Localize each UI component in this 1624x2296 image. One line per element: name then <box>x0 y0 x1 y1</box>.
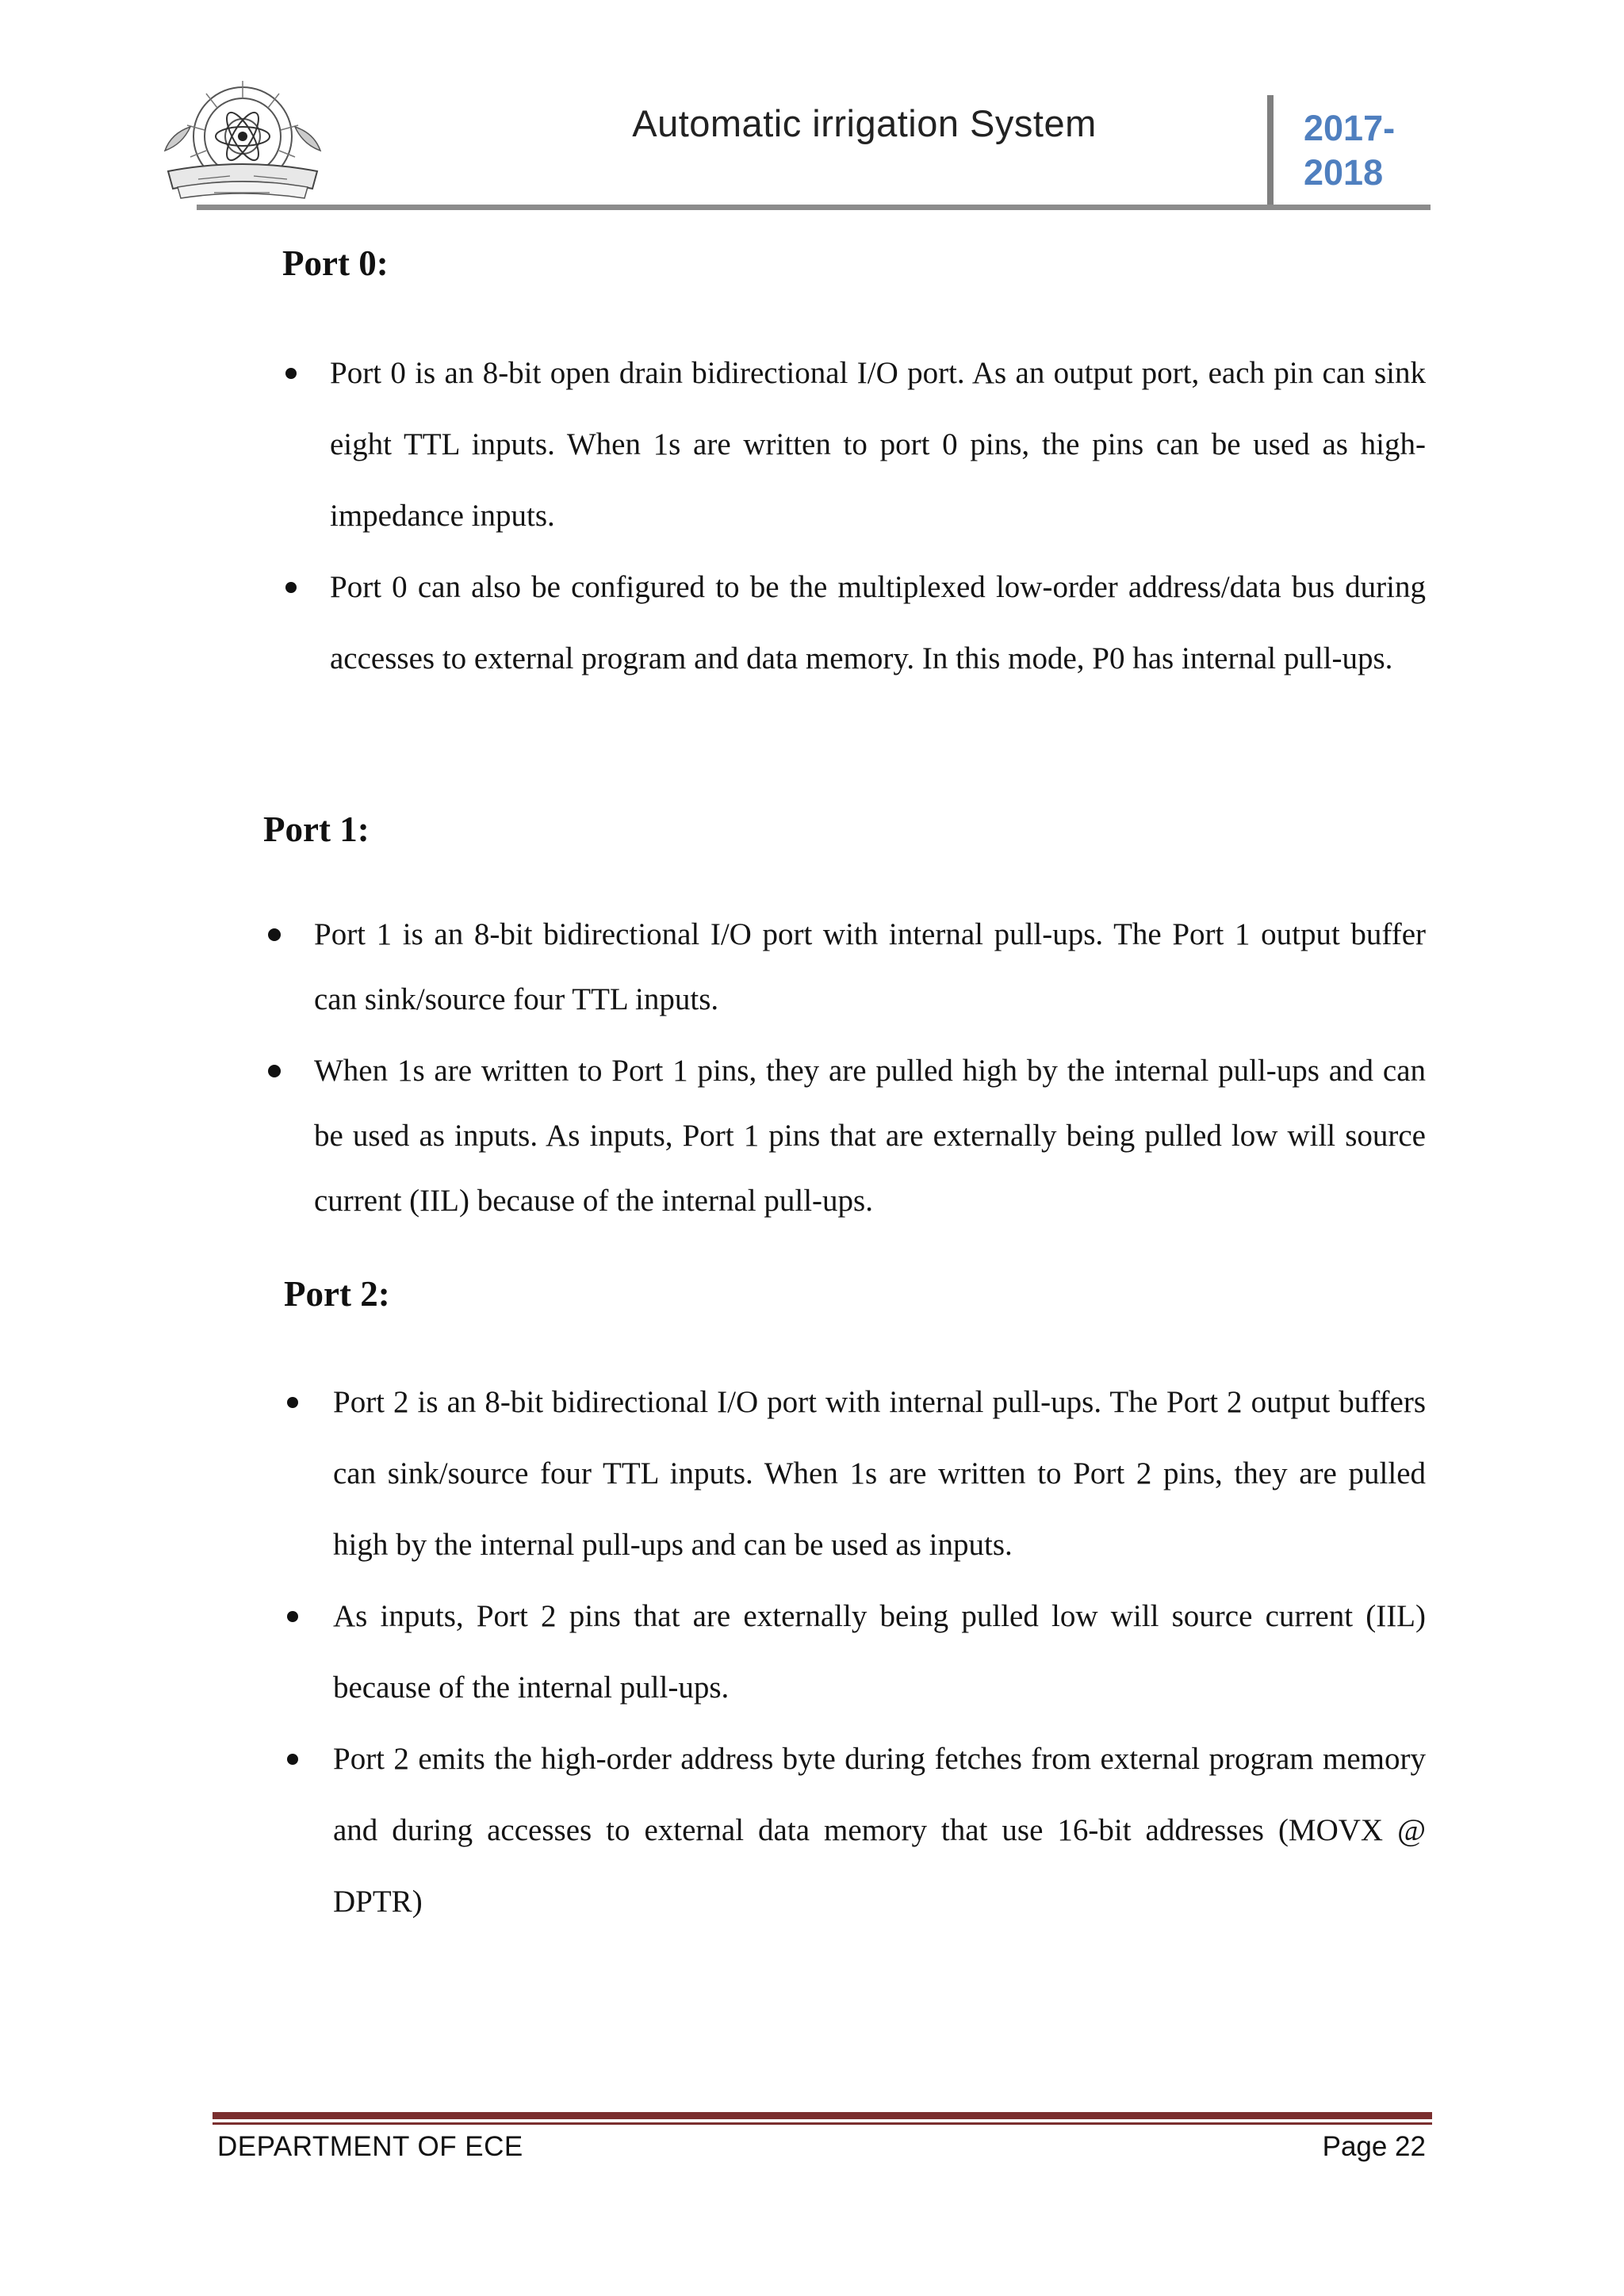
college-emblem-icon <box>159 78 327 208</box>
academic-year <box>1304 106 1446 195</box>
bullet-icon <box>287 1611 298 1622</box>
bullet-text: Port 0 can also be configured to be the multiplexed low-order address/data bus during accesses to external program and data memory. In this mode, P0 has internal pull-ups. <box>330 570 1426 675</box>
document-title: Automatic irrigation System <box>632 102 1097 144</box>
bullet-text: Port 1 is an 8-bit bidirectional I/O port with internal pull-ups. The Port 1 output buffer can sink/source four TTL inputs. <box>314 917 1426 1016</box>
bullet-icon <box>287 1754 298 1765</box>
section-heading-port-1: Port 1: <box>263 809 370 849</box>
academic-year-start: 2017- <box>1304 108 1396 148</box>
bullet-text: As inputs, Port 2 pins that are externally being pulled low will source current (IIL) because of the internal pull-ups. <box>333 1599 1426 1705</box>
footer-rule-thin <box>213 2122 1432 2125</box>
bullet-text: When 1s are written to Port 1 pins, they are pulled high by the internal pull-ups and can be used as inputs. As inputs, Port 1 pins that are externally being pulled low will source current (IIL) because of the internal pull-ups. <box>314 1054 1426 1218</box>
footer-department: DEPARTMENT OF ECE <box>217 2131 523 2162</box>
header-divider <box>1267 95 1274 206</box>
page-number: Page 22 <box>1322 2131 1426 2162</box>
bullet-text: Port 2 emits the high-order address byte during fetches from external program memory and during accesses to external data memory that use 16-bit addresses (MOVX @ DPTR) <box>333 1742 1426 1919</box>
bullet-icon <box>285 582 297 593</box>
bullet-icon <box>285 368 297 379</box>
section-heading-port-0: Port 0: <box>282 243 389 283</box>
bullet-text: Port 0 is an 8-bit open drain bidirectional I/O port. As an output port, each pin can sink eight TTL inputs. When 1s are written to port 0 pins, the pins can be used as high-impedance inputs. <box>330 356 1426 533</box>
academic-year-end: 2018 <box>1304 152 1384 193</box>
bullet-icon <box>268 928 281 941</box>
header-rule <box>197 205 1431 210</box>
footer-rule <box>213 2112 1432 2119</box>
bullet-icon <box>268 1065 281 1077</box>
section-heading-port-2: Port 2: <box>284 1274 390 1314</box>
bullet-icon <box>287 1397 298 1408</box>
bullet-text: Port 2 is an 8-bit bidirectional I/O port with internal pull-ups. The Port 2 output buffers can sink/source four TTL inputs. When 1s are written to Port 2 pins, they are pulled high by the internal pull-ups and can be used as inputs. <box>333 1385 1426 1562</box>
